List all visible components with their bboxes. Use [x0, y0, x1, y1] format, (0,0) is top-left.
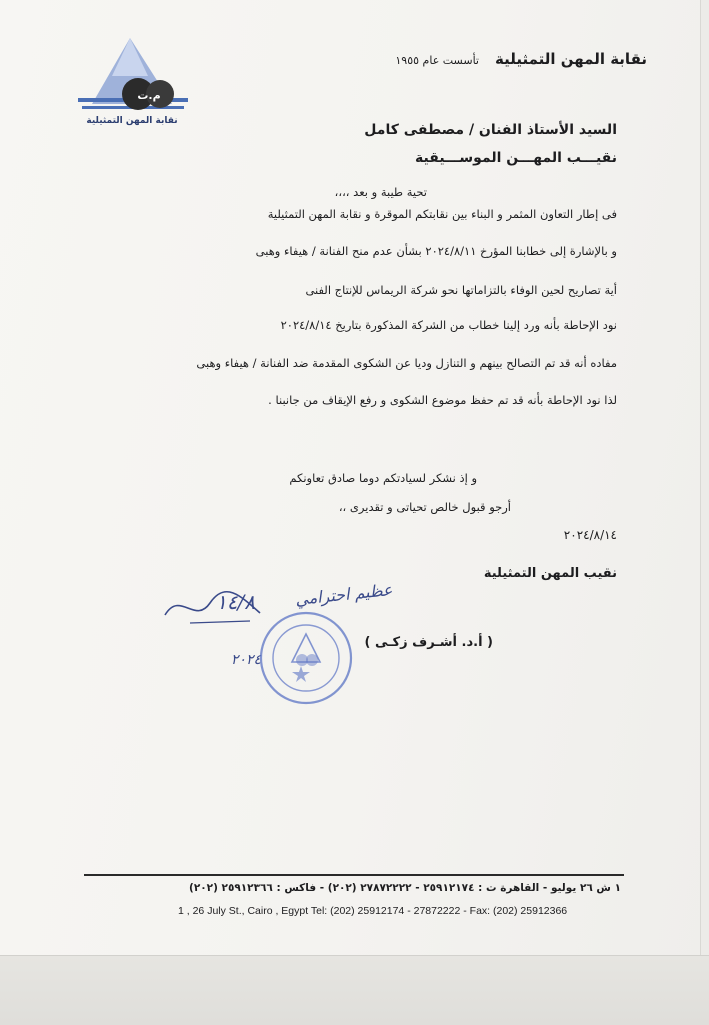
official-stamp [258, 610, 354, 706]
closing-line: و إذ نشكر لسيادتكم دوما صادق تعاونكم [289, 471, 477, 485]
header-org-name: نقابة المهن التمثيلية [494, 50, 647, 68]
recipient-title: نقيـــب المهـــن الموســـيقية [415, 150, 617, 166]
logo-caption: نقابة المهن التمثيلية [86, 116, 178, 126]
handwritten-note: عظيم احترامي [294, 579, 394, 610]
footer-english-address: 1 , 26 July St., Cairo , Egypt Tel: (202) 25912174 - 27872222 - Fax: (202) 25912366 [178, 905, 568, 917]
body-line: مفاده أنه قد تم التصالح بينهم و التنازل وديا عن الشكوى المقدمة ضد الفنانة / هيفاء وهبى [196, 356, 617, 370]
signatory-name: ( أ.د. أشـرف زكـى ) [364, 635, 493, 650]
handwritten-year: ٢٠٢٤ [230, 652, 261, 668]
body-line: فى إطار التعاون المثمر و البناء بين نقابتكم الموقرة و نقابة المهن التمثيلية [267, 207, 617, 221]
footer-divider [84, 874, 624, 876]
syndicate-logo [72, 36, 192, 136]
signature-scribble [160, 585, 270, 635]
header-founded: تأسست عام ١٩٥٥ [395, 54, 479, 67]
document-date: ٢٠٢٤/٨/١٤ [563, 528, 617, 542]
body-line: و بالإشارة إلى خطابنا المؤرخ ٢٠٢٤/٨/١١ بشأن عدم منح الفنانة / هيفاء وهبى [255, 244, 617, 258]
body-line: أية تصاريح لحين الوفاء بالتزاماتها نحو شركة الريماس للإنتاج الفنى [305, 283, 617, 297]
footer-arabic-address: ١ ش ٢٦ يوليو - القاهرة ت : ٢٥٩١٢١٧٤ - ٢٧٨٧٢٢٢٢ (٢٠٢) - فاكس : ٢٥٩١٢٣٦٦ (٢٠٢) [189, 882, 621, 894]
recipient-name: السيد الأستاذ الفنان / مصطفى كامل [364, 122, 617, 138]
page-fold [0, 955, 709, 1025]
body-line: نود الإحاطة بأنه ورد إلينا خطاب من الشركة المذكورة بتاريخ ٢٠٢٤/٨/١٤ [280, 318, 617, 332]
logo-letters: م.ت [137, 89, 161, 102]
body-line: لذا نود الإحاطة بأنه قد تم حفظ موضوع الشكوى و رفع الإيقاف من جانبنا . [268, 393, 617, 407]
closing-line: أرجو قبول خالص تحياتى و تقديرى ،، [338, 500, 511, 514]
greeting: تحية طيبة و بعد ،،،، [334, 185, 427, 199]
signature-role: نقيب المهن التمثيلية [483, 566, 617, 581]
handwritten-date: ١٤/٨ [216, 590, 255, 614]
